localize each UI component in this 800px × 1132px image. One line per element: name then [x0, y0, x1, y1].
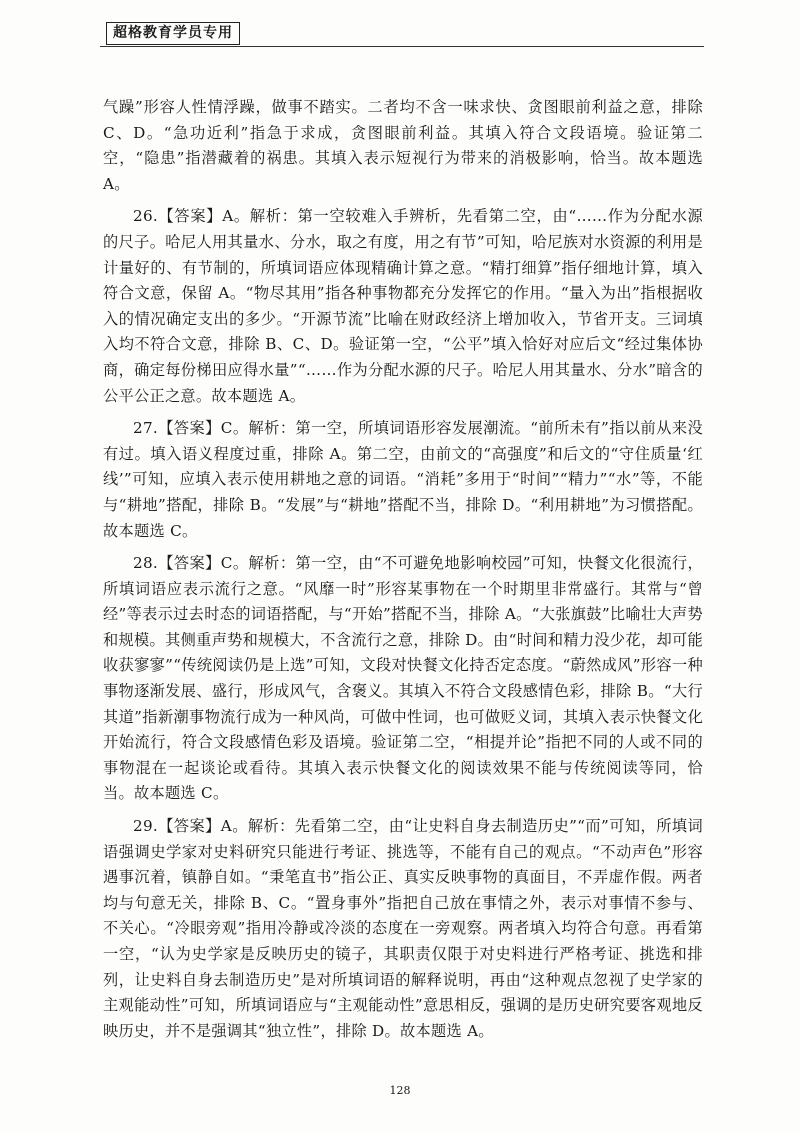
answer-explanations [103, 95, 703, 1051]
paragraph-q29: 29.【答案】A。解析：先看第二空，由“让史料自身去制造历史”“而”可知，所填词语强调史学家对史料研究只能进行考证、挑选等，不能有自己的观点。“不动声色”形容遇事沉着，镇静自如。“秉笔直书”指公正、真实反映事物的真面目，不弄虚作假。两者均与句意无关，排除 B、C。“置身事外”指把自己放在事情之外，表示对事情不参与、不关心。“冷眼旁观”指用冷静或冷淡的态度在一旁观察。两者填入均符合句意。再看第一空，“认为史学家是反映历史的镜子，其职责仅限于对史料进行严格考证、挑选和排列，让史料自身去制造历史”是对所填词语的解释说明，再由“这种观点忽视了史学家的主观能动性”可知，所填词语应与“主观能动性”意思相反，强调的是历史研究要客观地反映历史，并不是强调其“独立性”，排除 D。故本题选 A。 [103, 817, 703, 1040]
header-rule [100, 46, 704, 47]
paragraph-q26: 26.【答案】A。解析：第一空较难入手辨析，先看第二空，由“……作为分配水源的尺子。哈尼人用其量水、分水，取之有度，用之有节”可知，哈尼族对水资源的利用是计量好的、有节制的，所填词语应体现精确计算之意。“精打细算”指仔细地计算，填入符合文意，保留 A。“物尽其用”指各种事物都充分发挥它的作用。“量入为出”指根据收入的情况确定支出的多少。“开源节流”比喻在财政经济上增加收入，节省开支。三词填入均不符合文意，排除 B、C、D。验证第一空，“公平”填入恰好对应后文“经过集体协商，确定每份梯田应得水量”“……作为分配水源的尺子。哈尼人用其量水、分水”暗含的公平公正之意。故本题选 A。 [103, 207, 703, 405]
paragraph-q28: 28.【答案】C。解析：第一空，由“不可避免地影响校园”可知，快餐文化很流行，所填词语应表示流行之意。“风靡一时”形容某事物在一个时期里非常盛行。其常与“曾经”等表示过去时态的词语搭配，与“开始”搭配不当，排除 A。“大张旗鼓”比喻壮大声势和规模。其侧重声势和规模大，不含流行之意，排除 D。由“时间和精力没少花，却可能收获寥寥”“传统阅读仍是上选”可知，文段对快餐文化持否定态度。“蔚然成风”形容一种事物逐渐发展、盛行，形成风气，含褒义。其填入不符合文段感情色彩，排除 B。“大行其道”指新潮事物流行成为一种风尚，可做中性词，也可做贬义词，其填入表示快餐文化开始流行，符合文段感情色彩及语境。验证第二空，“相提并论”指把不同的人或不同的事物混在一起谈论或看待。其填入表示快餐文化的阅读效果不能与传统阅读等同，恰当。故本题选 C。 [103, 554, 703, 803]
header-label: 超格教育学员专用 [106, 22, 240, 45]
paragraph-q27: 27.【答案】C。解析：第一空，所填词语形容发展潮流。“前所未有”指以前从来没有过。填入语义程度过重，排除 A。第二空，由前文的“高强度”和后文的“守住质量‘红线’”可知，应填入表示使用耕地之意的词语。“消耗”多用于“时间”“精力”“水”等，不能与“耕地”搭配，排除 B。“发展”与“耕地”搭配不当，排除 D。“利用耕地”为习惯搭配。故本题选 C。 [103, 419, 703, 540]
page-number: 128 [389, 1084, 411, 1097]
paragraph-continuation: 气躁”形容人性情浮躁，做事不踏实。二者均不含一味求快、贪图眼前利益之意，排除 C、D。“急功近利”指急于求成，贪图眼前利益。其填入符合文段语境。验证第二空，“隐患”指潜藏着的祸患。其填入表示短视行为带来的消极影响，恰当。故本题选 A。 [103, 98, 703, 193]
